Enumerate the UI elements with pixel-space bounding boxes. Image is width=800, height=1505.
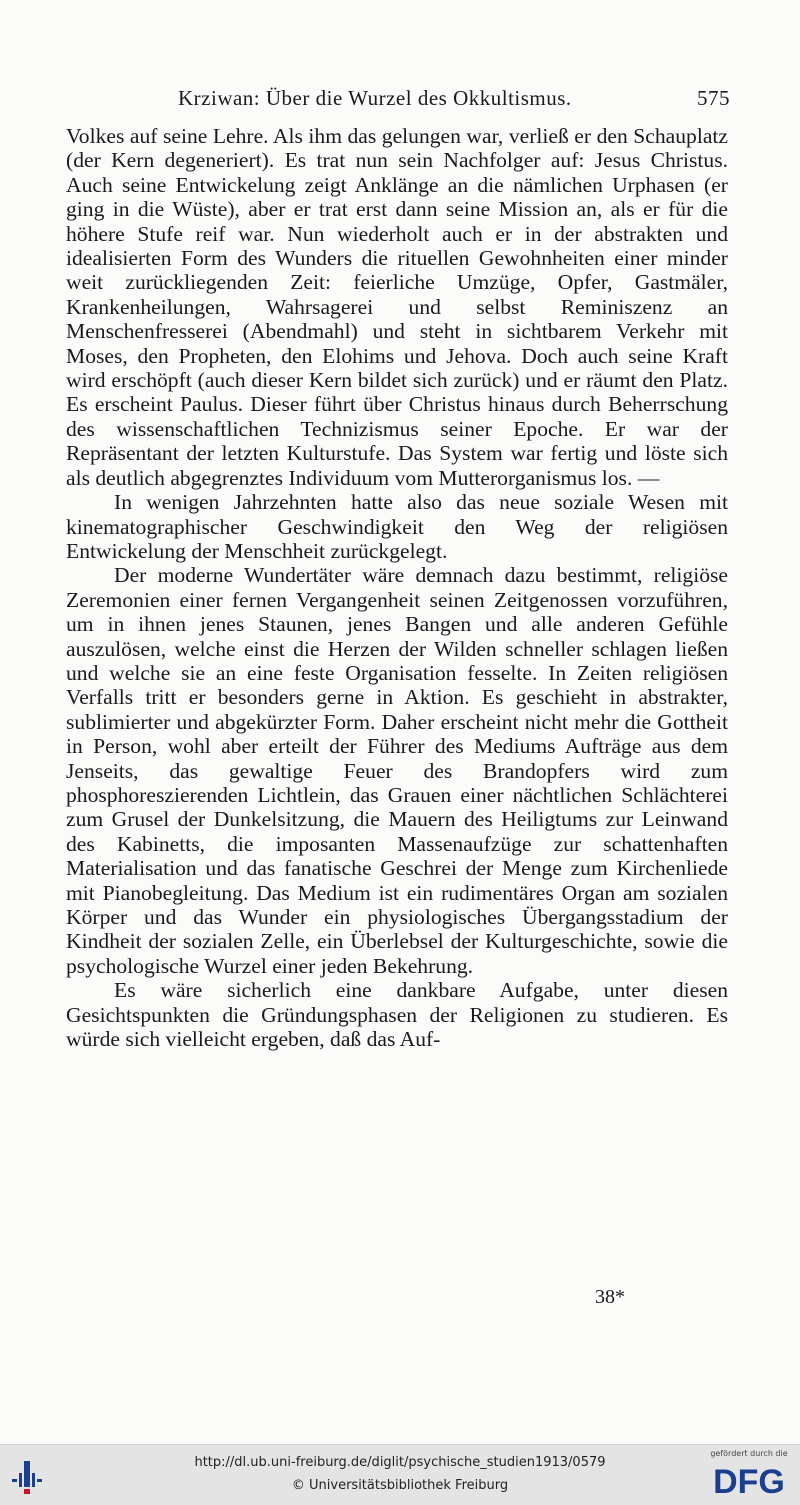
dfg-funding-block bbox=[708, 1449, 790, 1501]
signature-mark: 38* bbox=[595, 1286, 625, 1308]
document-url[interactable]: http://dl.ub.uni-freiburg.de/diglit/psychische_studien1913/0579 bbox=[194, 1455, 606, 1470]
dfg-logo-icon bbox=[710, 1461, 788, 1499]
running-head-title: Krziwan: Über die Wurzel des Okkultismus. bbox=[178, 86, 572, 110]
running-head bbox=[178, 86, 730, 116]
body-text bbox=[66, 124, 728, 1051]
funded-by-label: gefördert durch die bbox=[710, 1449, 788, 1458]
copyright-notice: © Universitätsbibliothek Freiburg bbox=[291, 1478, 509, 1493]
paragraph: Es wäre sicherlich eine dankbare Aufgabe, unter diesen Gesichtspunkten die Gründungsphasen der Religionen zu studieren. Es würde sich vielleicht ergeben, daß das Auf- bbox=[66, 978, 728, 1052]
page-number: 575 bbox=[697, 86, 730, 110]
viewer-footer bbox=[0, 1444, 800, 1505]
paragraph: In wenigen Jahrzehnten hatte also das neue soziale Wesen mit kinematographischer Geschwindigkeit den Weg der religiösen Entwickelung der Menschheit zurückgelegt. bbox=[66, 490, 728, 563]
paragraph: Volkes auf seine Lehre. Als ihm das gelungen war, verließ er den Schauplatz (der Kern degeneriert). Es trat nun sein Nachfolger auf: Jesus Christus. Auch seine Entwickelung zeigt Anklänge an die nämlichen Urphasen (er ging in die Wüste), aber er trat erst dann seine Mission an, als er für die höhere Stufe reif war. Nun wiederholt auch er in der abstrakten und idealisierten Form des Wunders die rituellen Gewohnheiten einer minder weit zurückliegenden Zeit: feierliche Umzüge, Opfer, Gastmäler, Krankenheilungen, Wahrsagerei und selbst Reminiszenz an Menschenfresserei (Abendmahl) und steht in sichtbarem Verkehr mit Moses, den Propheten, den Elohims und Jehova. Doch auch seine Kraft wird erschöpft (auch dieser Kern bildet sich zurück) und er räumt den Platz. Es erscheint Paulus. Dieser führt über Christus hinaus durch Beherrschung des wissenschaftlichen Technizismus seiner Epoche. Er war der Repräsentant der letzten Kulturstufe. Das System war fertig und löste sich als deutlich abgegrenztes Individuum vom Mutterorganismus los. — bbox=[66, 124, 728, 490]
dfg-logo-text: DFG bbox=[713, 1463, 785, 1499]
paragraph: Der moderne Wundertäter wäre demnach dazu bestimmt, religiöse Zeremonien einer fernen Vergangenheit seinen Zeitgenossen vorzuführen, um in ihnen jenes Staunen, jenes Bangen und alle anderen Gefühle auszulösen, welche einst die Herzen der Wilden schneller schlagen ließen und welche sie an eine feste Organisation fesselte. In Zeiten religiösen Verfalls tritt er besonders gerne in Aktion. Es geschieht in abstrakter, sublimierter und abgekürzter Form. Daher erscheint nicht mehr die Gottheit in Person, wohl aber erteilt der Führer des Mediums Aufträge aus dem Jenseits, das gewaltige Feuer des Brandopfers wird zum phosphoreszierenden Lichtlein, das Grauen einer nächtlichen Schlächterei zum Grusel der Dunkelsitzung, die Mauern des Heiligtums zur Leinwand des Kabinetts, die imposanten Massenaufzüge zur schattenhaften Materialisation und das fanatische Geschrei der Menge zum Kirchenliede mit Pianobegleitung. Das Medium ist ein rudimentäres Organ am sozialen Körper und das Wunder ein physiologisches Übergangsstadium der Kindheit der sozialen Zelle, ein Überlebsel der Kulturgeschichte, sowie die psychologische Wurzel einer jeden Bekehrung. bbox=[66, 563, 728, 978]
